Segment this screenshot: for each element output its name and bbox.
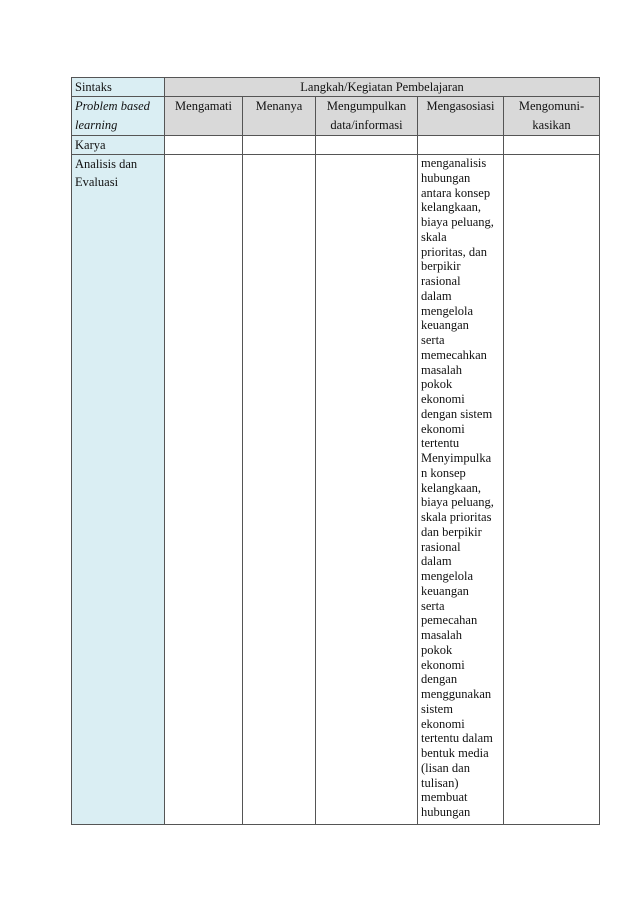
mengasosiasi-line: hubungan: [421, 170, 471, 185]
group-header: [165, 78, 600, 97]
model-cell: [72, 97, 165, 136]
mengasosiasi-line: menganalisis: [421, 156, 487, 170]
mengasosiasi-line: tertentu dalam: [421, 731, 493, 746]
mengasosiasi-line: serta: [421, 333, 445, 347]
sintaks-header: [72, 78, 165, 97]
group-header-label: Langkah/Kegiatan Pembelajaran: [300, 80, 464, 94]
col-mengomunikasikan-line-1: Mengomuni-: [518, 99, 585, 113]
mengasosiasi-line: dalam: [421, 554, 452, 569]
col-menanya: [243, 97, 316, 136]
mengasosiasi-line: pokok: [421, 377, 453, 392]
mengasosiasi-line: dalam: [421, 288, 452, 303]
mengasosiasi-line: pemecahan: [421, 613, 478, 628]
mengasosiasi-line: biaya peluang,: [421, 495, 494, 510]
col-menanya-label: Menanya: [255, 99, 303, 113]
karya-text: Karya: [75, 138, 106, 152]
mengasosiasi-line: menggunakan: [421, 687, 492, 701]
mengasosiasi-line: mengelola: [421, 569, 474, 583]
row-karya-label: [72, 136, 165, 155]
mengasosiasi-line: ekonomi: [421, 421, 465, 436]
mengasosiasi-content: [418, 155, 504, 825]
col-mengamati: [165, 97, 243, 136]
mengasosiasi-line: ekonomi: [421, 657, 465, 672]
mengasosiasi-line: membuat: [421, 790, 468, 805]
col-mengasosiasi-label: Mengasosiasi: [426, 99, 495, 113]
mengasosiasi-line: serta: [421, 598, 445, 613]
mengasosiasi-line: Menyimpulka: [421, 451, 492, 465]
mengasosiasi-line: ekonomi: [421, 716, 465, 731]
mengasosiasi-line: mengelola: [421, 303, 474, 318]
mengasosiasi-line: biaya peluang,: [421, 215, 494, 229]
col-mengumpulkan-line-1: Mengumpulkan: [326, 99, 407, 113]
mengasosiasi-line: sistem: [421, 701, 453, 716]
mengasosiasi-line: dan berpikir: [421, 524, 482, 539]
model-line-1: Problem based: [75, 99, 150, 113]
model-line-2: learning: [75, 118, 118, 132]
mengasosiasi-line: (lisan dan: [421, 760, 470, 775]
analisis-line-1: Analisis dan: [75, 157, 138, 171]
mengasosiasi-line: tulisan): [421, 775, 459, 790]
table-cell: [243, 155, 316, 825]
mengasosiasi-line: pokok: [421, 642, 453, 657]
mengasosiasi-line: hubungan: [421, 805, 471, 819]
sintaks-label: Sintaks: [75, 80, 112, 94]
table-cell: [504, 155, 600, 825]
col-mengumpulkan: [316, 97, 418, 136]
mengasosiasi-line: rasional: [421, 539, 461, 554]
learning-steps-table: [71, 77, 600, 825]
mengasosiasi-line: n konsep: [421, 465, 466, 480]
mengasosiasi-line: dengan sistem: [421, 406, 493, 421]
col-mengumpulkan-line-2: data/informasi: [330, 118, 403, 132]
mengasosiasi-line: tertentu: [421, 436, 460, 451]
col-mengasosiasi: [418, 97, 504, 136]
mengasosiasi-line: kelangkaan,: [421, 480, 482, 495]
mengasosiasi-line: skala: [421, 229, 447, 244]
table-cell: [165, 136, 243, 155]
mengasosiasi-line: masalah: [421, 362, 462, 377]
table-cell: [504, 136, 600, 155]
mengasosiasi-line: keuangan: [421, 583, 469, 598]
row-analisis-label: [72, 155, 165, 825]
col-mengamati-label: Mengamati: [175, 99, 232, 113]
col-mengomunikasikan: [504, 97, 600, 136]
mengasosiasi-line: keuangan: [421, 318, 469, 333]
col-mengomunikasikan-line-2: kasikan: [532, 118, 571, 132]
mengasosiasi-line: masalah: [421, 628, 462, 642]
mengasosiasi-line: skala prioritas: [421, 510, 492, 524]
mengasosiasi-line: memecahkan: [421, 347, 487, 362]
table-cell: [243, 136, 316, 155]
mengasosiasi-line: prioritas, dan: [421, 244, 487, 259]
mengasosiasi-line: ekonomi: [421, 392, 465, 406]
table-cell: [165, 155, 243, 825]
mengasosiasi-line: rasional: [421, 274, 461, 288]
mengasosiasi-line: antara konsep: [421, 185, 491, 200]
table-cell: [316, 155, 418, 825]
table-cell: [418, 136, 504, 155]
analisis-line-2: Evaluasi: [75, 175, 119, 189]
mengasosiasi-line: kelangkaan,: [421, 200, 482, 215]
mengasosiasi-line: berpikir: [421, 259, 461, 274]
mengasosiasi-line: bentuk media: [421, 746, 489, 760]
table-cell: [316, 136, 418, 155]
mengasosiasi-line: dengan: [421, 672, 458, 687]
